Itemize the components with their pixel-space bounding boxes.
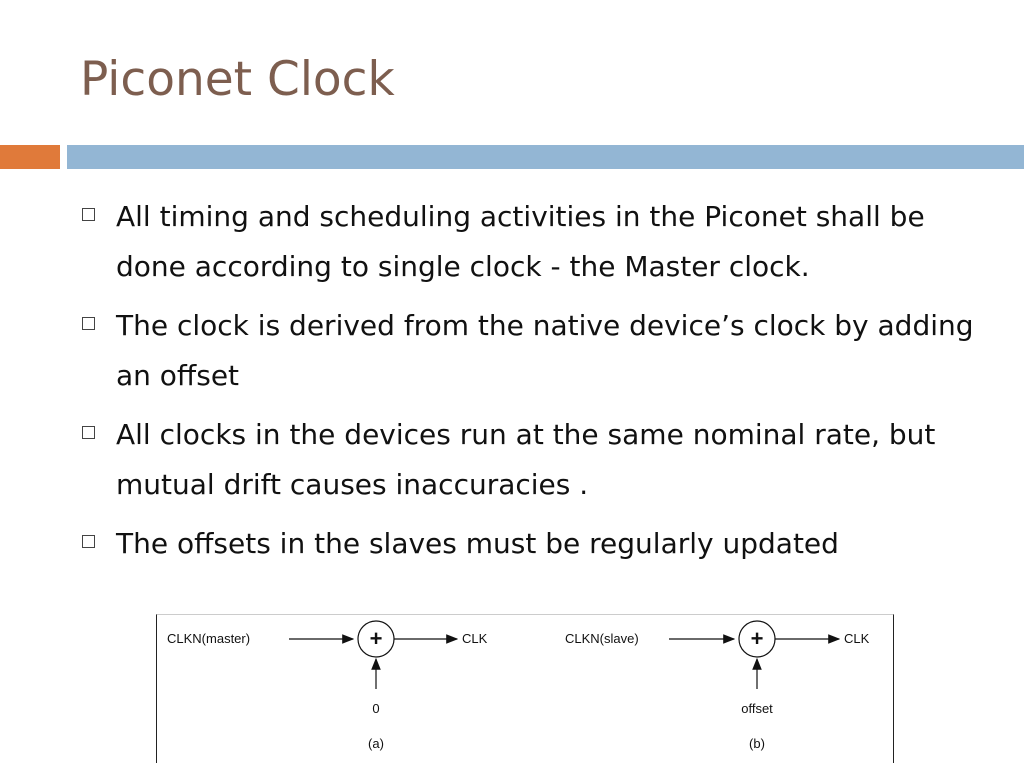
bullet-item <box>80 192 980 292</box>
square-bullet-icon <box>82 426 95 439</box>
bullet-item <box>80 519 980 569</box>
diagram-a-output-label: CLK <box>462 631 488 646</box>
square-bullet-icon <box>82 535 95 548</box>
diagram-a-caption: (a) <box>368 736 384 751</box>
diagram-a-input-label: CLKN(master) <box>167 631 251 646</box>
bullet-text: All clocks in the devices run at the same nominal rate, but mutual drift causes inaccuracies . <box>116 418 936 501</box>
bullet-item <box>80 301 980 401</box>
bullet-text: All timing and scheduling activities in the Piconet shall be done according to single clock - the Master clock. <box>116 200 925 283</box>
square-bullet-icon <box>82 208 95 221</box>
diagram-b-caption: (b) <box>749 736 765 751</box>
bullet-text: The clock is derived from the native device’s clock by adding an offset <box>116 309 974 392</box>
bullet-list <box>80 192 980 578</box>
diagram-b-addend-label: offset <box>741 701 773 716</box>
slide-title: Piconet Clock <box>80 52 395 107</box>
bullet-text: The offsets in the slaves must be regularly updated <box>116 527 839 560</box>
title-accent-bar-blue <box>67 145 1024 169</box>
diagram-a-plus-icon: + <box>369 626 383 651</box>
diagram-b-input-label: CLKN(slave) <box>565 631 639 646</box>
title-accent-bar-orange <box>0 145 60 169</box>
diagram-svg <box>157 615 893 763</box>
square-bullet-icon <box>82 317 95 330</box>
diagram-a-addend-label: 0 <box>372 701 380 716</box>
diagram-b-plus-icon: + <box>750 626 764 651</box>
clock-offset-diagram <box>156 614 894 763</box>
bullet-item <box>80 410 980 510</box>
diagram-b-output-label: CLK <box>844 631 870 646</box>
